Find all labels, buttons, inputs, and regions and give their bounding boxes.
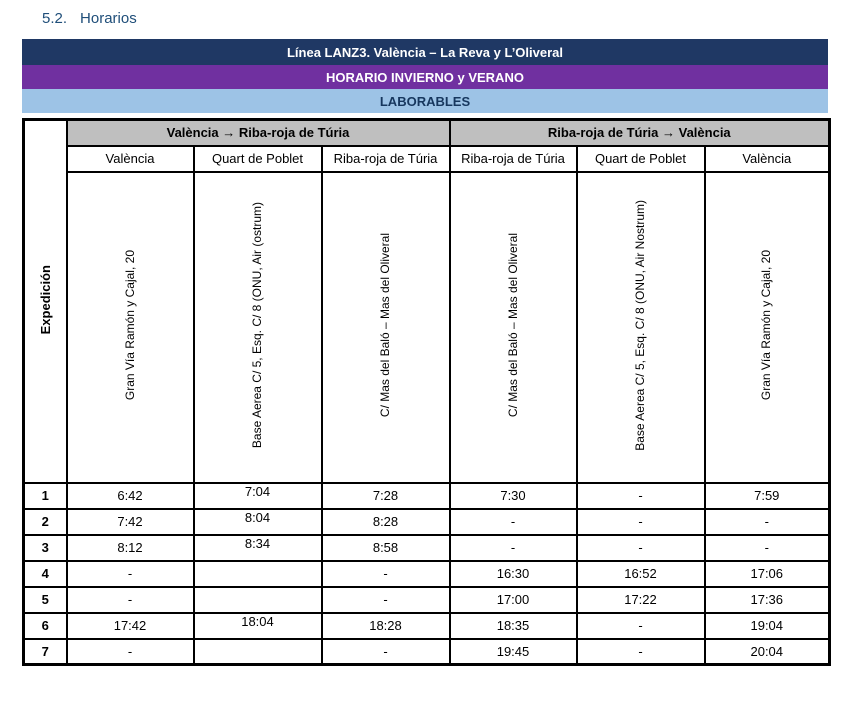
direction-header-row [24,120,830,146]
expedition-number: 7 [24,639,67,665]
time-cell: - [577,483,705,509]
time-cell: - [577,613,705,639]
time-cell: 18:35 [450,613,577,639]
time-cell: - [67,587,194,613]
stop-detail-cell [67,172,194,483]
time-cell: - [577,639,705,665]
stop-detail: Base Aerea C/ 5, Esq. C/ 8 (ONU, Air (ostrum) [250,202,264,449]
expedition-number: 3 [24,535,67,561]
stop-header: Riba-roja de Túria [450,146,577,172]
stop-detail: Base Aerea C/ 5, Esq. C/ 8 (ONU, Air Nostrum) [633,200,647,451]
time-cell: 18:04 [194,613,322,639]
time-cell: - [705,535,830,561]
expedition-number: 5 [24,587,67,613]
expedition-number: 4 [24,561,67,587]
time-cell: 17:42 [67,613,194,639]
time-cell: 20:04 [705,639,830,665]
time-cell: - [67,561,194,587]
time-cell: 7:28 [322,483,450,509]
expedition-header-cell [24,120,67,483]
time-cell: 8:34 [194,535,322,561]
timetable [22,118,831,666]
time-cell: 8:58 [322,535,450,561]
stop-detail-cell [577,172,705,483]
time-cell: 7:30 [450,483,577,509]
timetable-row [24,535,830,561]
time-cell: 19:04 [705,613,830,639]
timetable-row [24,613,830,639]
time-cell: 17:36 [705,587,830,613]
timetable-row [24,587,830,613]
expedition-header-label: Expedición [37,265,53,335]
stop-header: Riba-roja de Túria [322,146,450,172]
season-title-bar: HORARIO INVIERNO y VERANO [22,65,828,89]
stop-detail-cell [194,172,322,483]
direction-outbound-header: València → Riba-roja de Túria [67,120,450,146]
stop-detail: Gran Vía Ramón y Cajal, 20 [759,250,774,401]
time-cell: 8:28 [322,509,450,535]
time-cell: 17:00 [450,587,577,613]
time-cell: 16:52 [577,561,705,587]
header-banner [22,39,828,113]
stop-detail-cell [322,172,450,483]
time-cell: 8:12 [67,535,194,561]
time-cell: 7:04 [194,483,322,509]
time-cell: - [322,639,450,665]
direction-inbound-header: Riba-roja de Túria → València [450,120,830,146]
day-type-bar: LABORABLES [22,89,828,113]
stop-header: València [67,146,194,172]
time-cell: 6:42 [67,483,194,509]
time-cell: 7:59 [705,483,830,509]
expedition-number: 1 [24,483,67,509]
time-cell [194,639,322,665]
time-cell: - [577,509,705,535]
time-cell: 17:06 [705,561,830,587]
time-cell: 16:30 [450,561,577,587]
section-number: 5.2. [42,10,68,27]
time-cell: 19:45 [450,639,577,665]
page-title [42,10,850,27]
time-cell: - [705,509,830,535]
time-cell: - [67,639,194,665]
stops-header-row [24,146,830,172]
stop-header: València [705,146,830,172]
stop-detail: Gran Vía Ramón y Cajal, 20 [122,250,137,401]
time-cell [194,561,322,587]
expedition-number: 2 [24,509,67,535]
time-cell: 8:04 [194,509,322,535]
time-cell: - [577,535,705,561]
time-cell: 17:22 [577,587,705,613]
time-cell: - [450,509,577,535]
time-cell: - [450,535,577,561]
section-label: Horarios [80,10,137,27]
time-cell: - [322,587,450,613]
stop-detail-cell [450,172,577,483]
expedition-number: 6 [24,613,67,639]
time-cell: 7:42 [67,509,194,535]
stop-detail: C/ Mas del Baló – Mas del Oliveral [505,233,520,418]
stop-detail: C/ Mas del Baló – Mas del Oliveral [378,233,392,418]
timetable-row [24,483,830,509]
line-title-bar: Línea LANZ3. València – La Reva y L’Oliveral [22,39,828,65]
timetable-row [24,509,830,535]
time-cell [194,587,322,613]
timetable-row [24,561,830,587]
stop-header: Quart de Poblet [577,146,705,172]
stop-header: Quart de Poblet [194,146,322,172]
stop-detail-cell [705,172,830,483]
time-cell: - [322,561,450,587]
stop-details-row [24,172,830,483]
timetable-row [24,639,830,665]
time-cell: 18:28 [322,613,450,639]
